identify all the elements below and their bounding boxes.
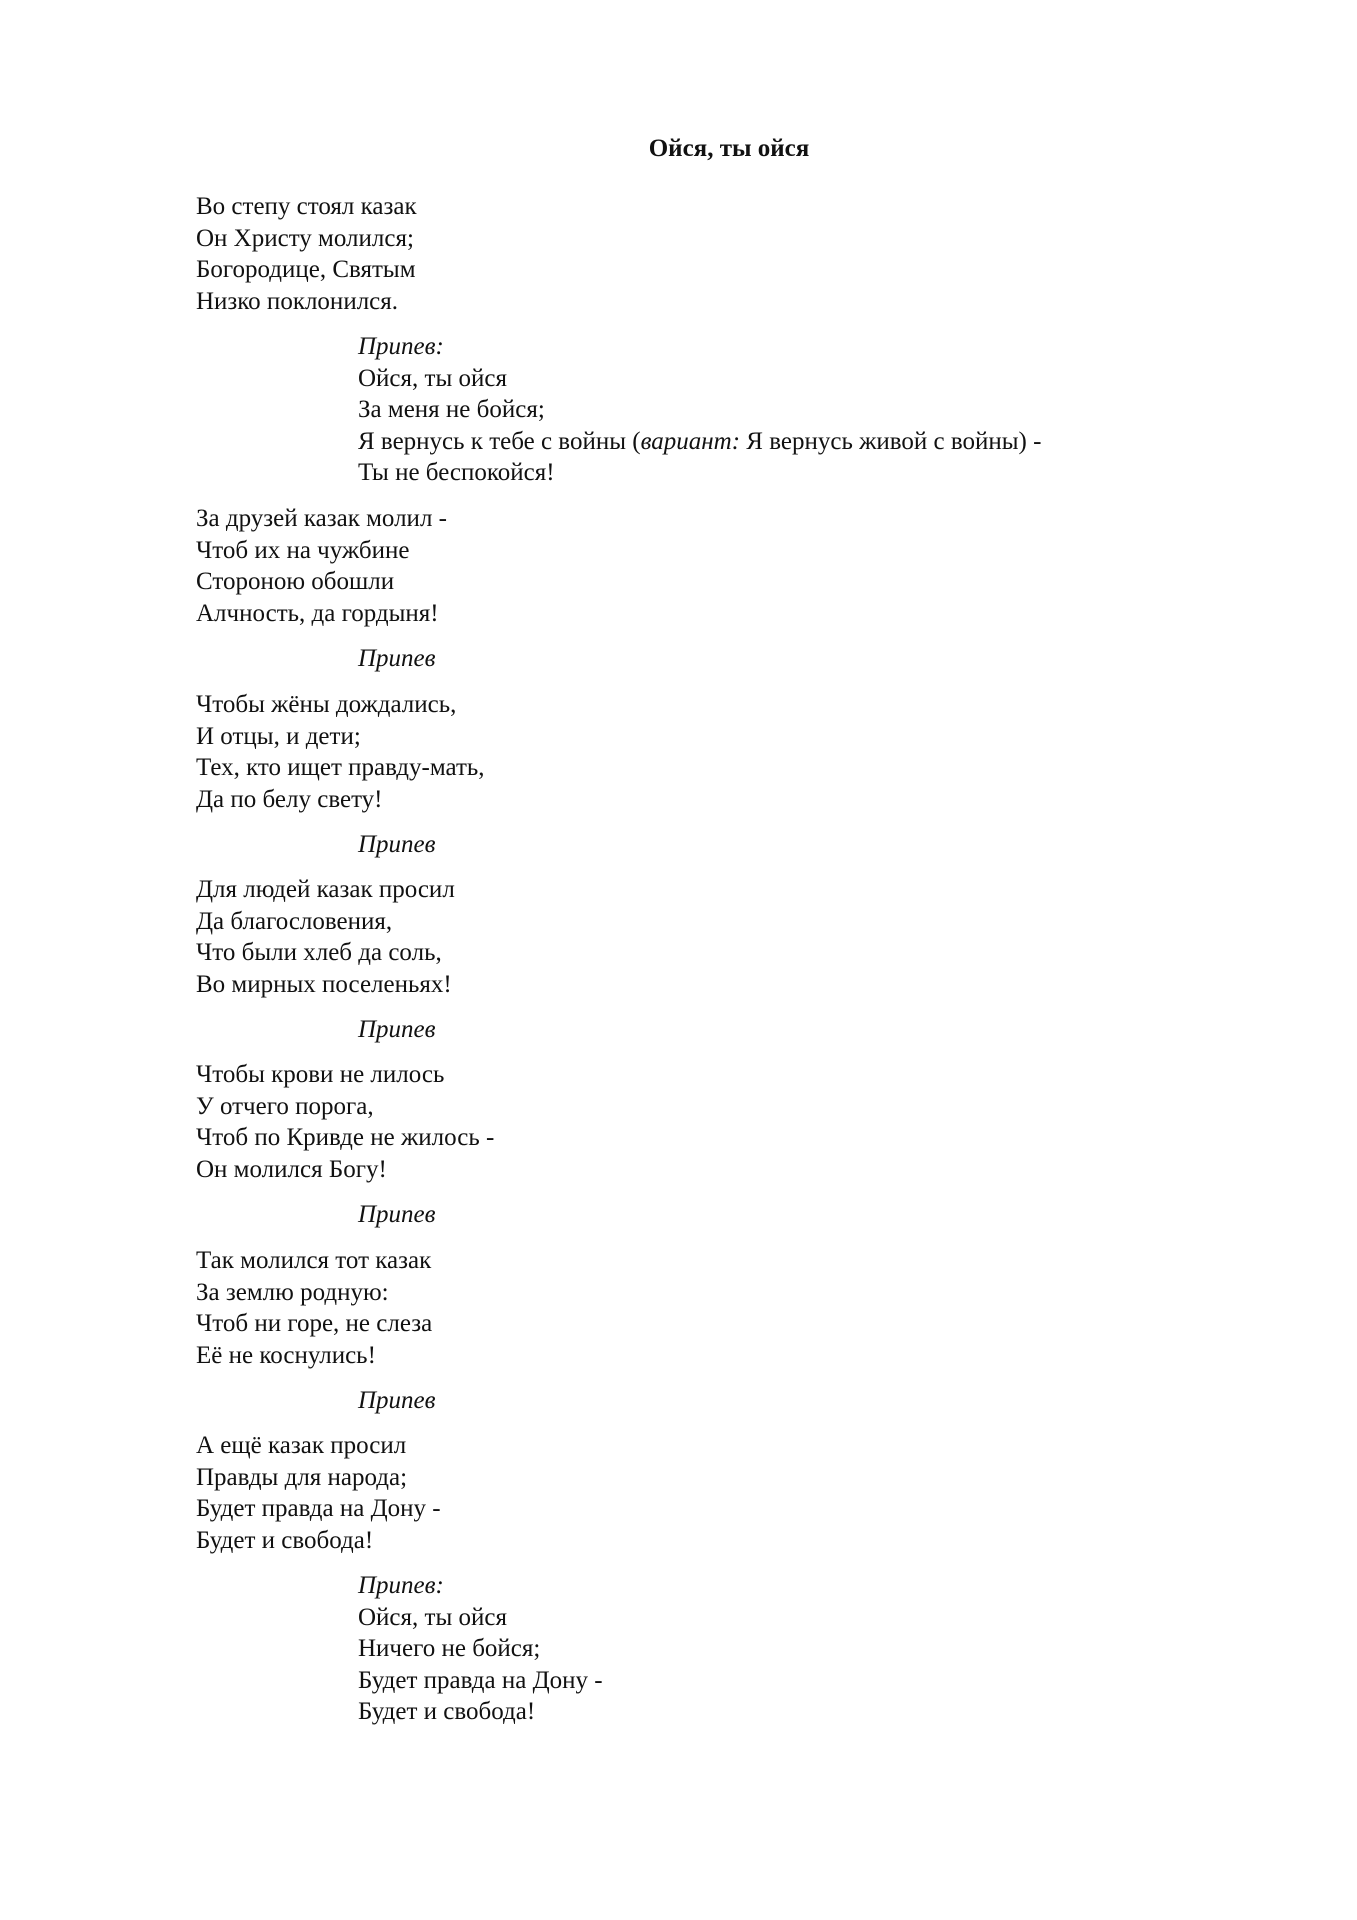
verse-line: Чтобы жёны дождались, xyxy=(196,691,457,718)
verse-line: За друзей казак молил - xyxy=(196,505,447,532)
verse-3 xyxy=(196,689,485,815)
chorus-reference: Припев xyxy=(358,1201,436,1228)
verse-line: Да благословения, xyxy=(196,907,393,935)
verse-line: Низко поклонился. xyxy=(196,287,399,315)
verse-2 xyxy=(196,503,447,629)
song-title: Ойся, ты ойся xyxy=(648,135,810,162)
verse-1 xyxy=(196,191,417,317)
verse-line: За землю родную: xyxy=(196,1278,389,1306)
verse-line: Да по белу свету! xyxy=(196,785,383,813)
verse-line: Будет и свобода! xyxy=(196,1526,374,1554)
chorus-reference: Припев xyxy=(358,1016,436,1043)
verse-5 xyxy=(196,1059,494,1185)
verse-line: Чтоб по Кривде не жилось - xyxy=(196,1124,495,1151)
chorus-line: За меня не бойся; xyxy=(358,396,545,423)
verse-line: А ещё казак просил xyxy=(196,1432,407,1459)
verse-line: Чтобы крови не лилось xyxy=(196,1061,445,1088)
verse-line: Богородице, Святым xyxy=(196,256,416,283)
chorus-line-part: Я вернусь к тебе с войны ( xyxy=(358,427,641,455)
chorus-final xyxy=(358,1570,603,1728)
chorus-line: Будет и свобода! xyxy=(358,1698,536,1725)
chorus-reference: Припев xyxy=(358,645,436,672)
verse-line: Он Христу молился; xyxy=(196,224,414,252)
chorus-line-part: Я вернусь живой с войны) - xyxy=(740,427,1042,455)
chorus-label: Припев: xyxy=(358,333,444,360)
verse-line: Будет правда на Дону - xyxy=(196,1495,441,1522)
chorus-reference: Припев xyxy=(358,1387,436,1414)
verse-line: Алчность, да гордыня! xyxy=(196,599,439,627)
verse-line: Тех, кто ищет правду-мать, xyxy=(196,754,485,781)
verse-line: И отцы, и дети; xyxy=(196,722,361,750)
chorus-reference: Припев xyxy=(358,831,436,858)
chorus-line: Ойся, ты ойся xyxy=(358,1603,507,1631)
verse-line: Что были хлеб да соль, xyxy=(196,939,442,966)
verse-line: Во мирных поселеньях! xyxy=(196,970,452,998)
verse-line: Чтоб их на чужбине xyxy=(196,536,410,564)
chorus-line-with-variant xyxy=(358,426,1041,458)
verse-line: Во степу стоял казак xyxy=(196,193,417,220)
verse-line: Он молился Богу! xyxy=(196,1155,387,1183)
verse-line: Для людей казак просил xyxy=(196,876,455,903)
variant-label: вариант: xyxy=(640,427,741,455)
verse-line: Чтоб ни горе, не слеза xyxy=(196,1310,433,1337)
chorus-label: Припев: xyxy=(358,1572,444,1599)
chorus-line: Ничего не бойся; xyxy=(358,1635,541,1662)
verse-7 xyxy=(196,1430,441,1556)
verse-line: Стороною обошли xyxy=(196,568,395,595)
verse-line: Её не коснулись! xyxy=(196,1341,376,1369)
chorus-line: Ты не беспокойся! xyxy=(358,459,555,486)
chorus-line: Ойся, ты ойся xyxy=(358,364,507,392)
verse-6 xyxy=(196,1245,432,1371)
verse-4 xyxy=(196,874,455,1000)
verse-line: У отчего порога, xyxy=(196,1092,374,1120)
chorus-line: Будет правда на Дону - xyxy=(358,1666,603,1694)
chorus-1 xyxy=(358,331,1041,489)
verse-line: Так молился тот казак xyxy=(196,1247,432,1274)
verse-line: Правды для народа; xyxy=(196,1463,408,1491)
